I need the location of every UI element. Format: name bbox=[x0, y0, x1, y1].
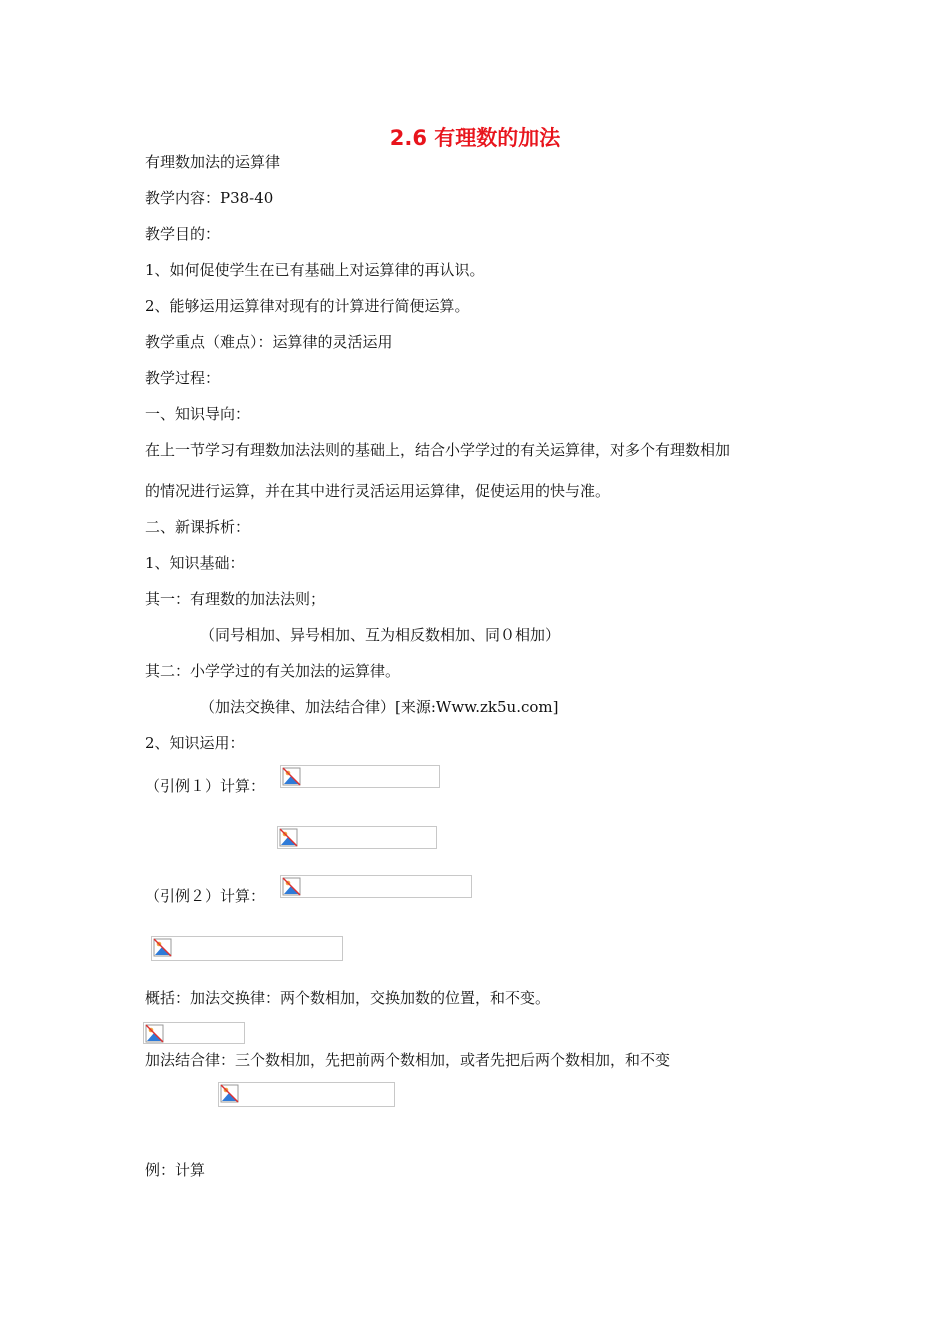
broken-image-icon bbox=[279, 828, 298, 847]
formula-image-1 bbox=[280, 765, 440, 788]
paragraph-line-2: 的情况进行运算，并在其中进行灵活运用运算律，促使运用的快与准。 bbox=[145, 482, 611, 500]
broken-image-icon bbox=[282, 767, 301, 786]
example-heading: 例：计算 bbox=[145, 1161, 206, 1179]
knowledge-base-heading: 1、知识基础： bbox=[145, 554, 245, 572]
summary-associative-line: 加法结合律：三个数相加，先把前两个数相加，或者先把后两个数相加，和不变 bbox=[145, 1051, 671, 1069]
broken-image-icon bbox=[153, 938, 172, 957]
section-1-heading: 一、知识导向： bbox=[145, 405, 251, 423]
formula-image-6 bbox=[218, 1082, 395, 1107]
example-2-label: （引例２）计算： bbox=[145, 887, 266, 905]
rule-2-detail: （加法交换律、加法结合律）[来源:Www.zk5u.com] bbox=[200, 698, 559, 716]
formula-image-5 bbox=[143, 1022, 245, 1044]
paragraph-line-1: 在上一节学习有理数加法法则的基础上，结合小学学过的有关运算律，对多个有理数相加 bbox=[145, 441, 731, 459]
objective-heading: 教学目的： bbox=[145, 225, 221, 243]
rule-1-detail: （同号相加、异号相加、互为相反数相加、同０相加） bbox=[200, 626, 561, 644]
key-point-line: 教学重点（难点）：运算律的灵活运用 bbox=[145, 333, 393, 351]
process-heading: 教学过程： bbox=[145, 369, 221, 387]
broken-image-icon bbox=[282, 877, 301, 896]
application-heading: 2、知识运用： bbox=[145, 734, 245, 752]
section-2-heading: 二、新课拆析： bbox=[145, 518, 251, 536]
summary-commutative-line: 概括：加法交换律：两个数相加，交换加数的位置，和不变。 bbox=[145, 989, 551, 1007]
broken-image-icon bbox=[220, 1084, 239, 1103]
objective-item-1: 1、如何促使学生在已有基础上对运算律的再认识。 bbox=[145, 261, 485, 279]
subtitle-line: 有理数加法的运算律 bbox=[145, 153, 281, 171]
formula-image-4 bbox=[151, 936, 343, 961]
formula-image-2 bbox=[277, 826, 437, 849]
document-title: 2.6 有理数的加法 bbox=[389, 126, 561, 150]
rule-1-line: 其一：有理数的加法法则； bbox=[145, 590, 326, 608]
rule-2-line: 其二：小学学过的有关加法的运算律。 bbox=[145, 662, 401, 680]
objective-item-2: 2、能够运用运算律对现有的计算进行简便运算。 bbox=[145, 297, 470, 315]
broken-image-icon bbox=[145, 1024, 164, 1043]
formula-image-3 bbox=[280, 875, 472, 898]
example-1-label: （引例１）计算： bbox=[145, 777, 266, 795]
content-line: 教学内容：P38-40 bbox=[145, 189, 274, 207]
